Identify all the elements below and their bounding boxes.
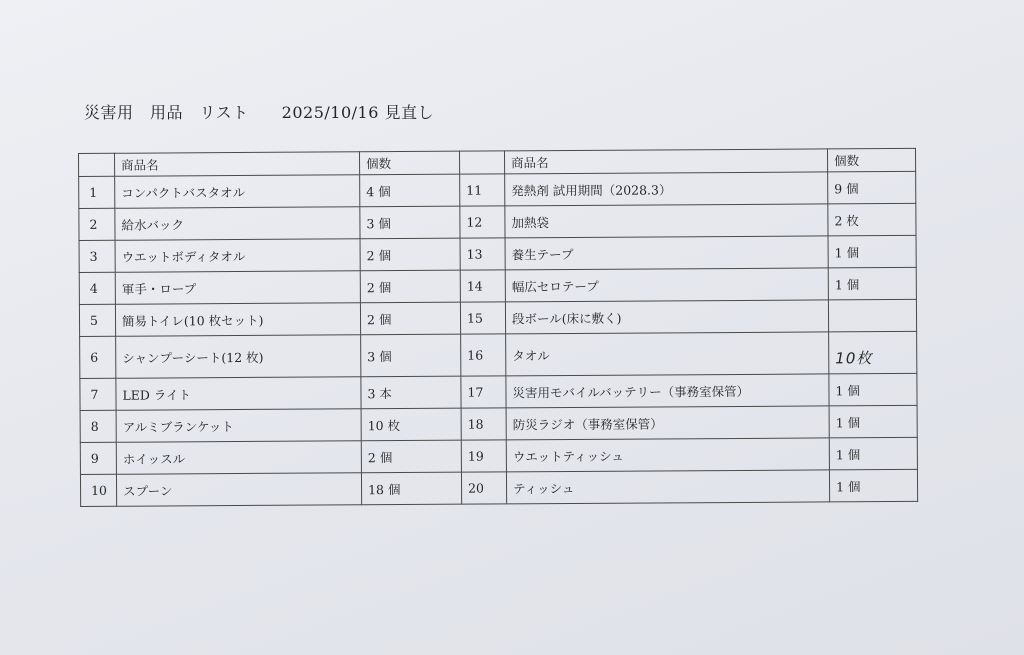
- item-number-left: 5: [79, 304, 115, 336]
- item-name-left: シャンプーシート(12 枚): [116, 335, 361, 378]
- item-name-right: 防災ラジオ（事務室保管）: [506, 406, 829, 440]
- item-quantity-left: 18 個: [361, 472, 461, 505]
- item-quantity-left: 2 個: [360, 302, 460, 335]
- item-number-left: 7: [80, 378, 116, 410]
- item-name-right: タオル: [506, 332, 829, 376]
- item-number-right: 11: [460, 174, 505, 206]
- item-name-right: 発熱剤 試用期間（2028.3）: [505, 172, 828, 206]
- item-quantity-left: 10 枚: [361, 408, 461, 441]
- table-row: [80, 437, 917, 474]
- item-number-left: 8: [80, 410, 116, 442]
- item-quantity-right: 10枚: [829, 331, 917, 374]
- supply-list-table: [78, 148, 918, 507]
- table-row: [79, 267, 916, 304]
- item-number-left: 1: [79, 176, 115, 208]
- item-number-left: 6: [80, 336, 116, 378]
- table-row: [79, 235, 916, 272]
- item-quantity-right: 1 個: [829, 405, 917, 438]
- item-number-right: 18: [461, 408, 506, 440]
- item-quantity-left: 3 個: [361, 334, 461, 377]
- item-name-right: ウエットティッシュ: [506, 438, 829, 472]
- item-quantity-right: 1 個: [828, 235, 916, 268]
- item-name-right: 災害用モバイルバッテリー（事務室保管）: [506, 374, 829, 408]
- item-name-left: 給水バック: [115, 207, 360, 240]
- item-quantity-left: 4 個: [360, 174, 460, 207]
- item-name-left: アルミブランケット: [116, 409, 361, 442]
- table-row: [79, 171, 916, 208]
- item-number-right: 12: [460, 206, 505, 238]
- header-quantity-right: 個数: [827, 148, 915, 172]
- item-quantity-right: 1 個: [829, 437, 917, 470]
- table-row: [80, 331, 917, 378]
- item-name-left: LED ライト: [116, 377, 361, 410]
- item-number-left: 9: [80, 442, 116, 474]
- item-number-right: 14: [460, 270, 505, 302]
- item-quantity-left: 3 本: [361, 376, 461, 409]
- item-number-right: 20: [461, 472, 506, 504]
- table-row: [80, 469, 917, 506]
- item-number-right: 17: [461, 376, 506, 408]
- table-row: [80, 405, 917, 442]
- header-no-cell-right: [459, 151, 504, 174]
- item-number-right: 13: [460, 238, 505, 270]
- item-quantity-right: [828, 299, 916, 332]
- header-quantity-left: 個数: [359, 151, 459, 175]
- item-name-right: 加熱袋: [505, 204, 828, 238]
- item-name-right: 段ボール(床に敷く): [505, 300, 828, 334]
- header-no-cell-left: [79, 153, 115, 176]
- item-number-right: 16: [461, 334, 506, 376]
- item-quantity-left: 2 個: [360, 270, 460, 303]
- item-quantity-right: 1 個: [828, 267, 916, 300]
- item-name-left: スプーン: [116, 473, 361, 506]
- item-number-left: 4: [79, 272, 115, 304]
- item-quantity-left: 3 個: [360, 206, 460, 239]
- item-name-left: 簡易トイレ(10 枚セット): [115, 303, 360, 336]
- item-number-right: 19: [461, 440, 506, 472]
- item-quantity-right: 1 個: [829, 373, 917, 406]
- item-name-left: ウエットボディタオル: [115, 239, 360, 272]
- item-name-left: コンパクトバスタオル: [115, 175, 360, 208]
- item-name-right: ティッシュ: [506, 470, 829, 504]
- item-quantity-right: 2 枚: [828, 203, 916, 236]
- table-row: [79, 203, 916, 240]
- header-item-name-left: 商品名: [115, 152, 360, 176]
- item-number-left: 10: [80, 474, 116, 506]
- header-item-name-right: 商品名: [504, 149, 827, 174]
- item-quantity-left: 2 個: [360, 238, 460, 271]
- item-number-left: 3: [79, 240, 115, 272]
- item-quantity-right: 9 個: [828, 171, 916, 204]
- item-name-left: 軍手・ロープ: [115, 271, 360, 304]
- item-quantity-left: 2 個: [361, 440, 461, 473]
- document-title: 災害用 用品 リスト 2025/10/16 見直し: [84, 103, 434, 122]
- item-name-right: 養生テープ: [505, 236, 828, 270]
- item-name-left: ホイッスル: [116, 441, 361, 474]
- item-name-right: 幅広セロテープ: [505, 268, 828, 302]
- item-number-left: 2: [79, 208, 115, 240]
- item-quantity-right: 1 個: [829, 469, 917, 502]
- item-number-right: 15: [460, 302, 505, 334]
- table-row: [79, 299, 916, 336]
- table-row: [80, 373, 917, 410]
